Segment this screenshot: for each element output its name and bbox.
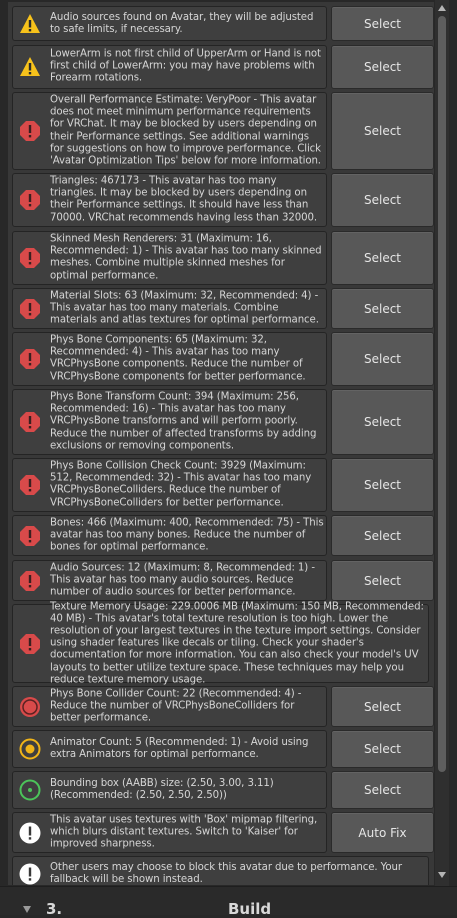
validation-text: Bones: 466 (Maximum: 400, Recommended: 75) - This avatar has too many bones. Reduce the number of bones for optimal performance. bbox=[50, 517, 324, 553]
validation-row bbox=[12, 231, 434, 285]
validation-text: Material Slots: 63 (Maximum: 32, Recommended: 4) - This avatar has too many materials. Combine materials and atlas textures for optimal performance. bbox=[50, 290, 319, 326]
validation-message bbox=[12, 856, 429, 885]
select-button[interactable]: Select bbox=[331, 288, 434, 329]
validation-row bbox=[12, 288, 434, 329]
validation-row bbox=[12, 458, 434, 512]
good-performance-icon bbox=[19, 779, 41, 801]
foldout-arrow-icon[interactable] bbox=[23, 906, 31, 913]
validation-message bbox=[12, 515, 327, 556]
validation-text: Phys Bone Collision Check Count: 3929 (Maximum: 512, Recommended: 32) - This avatar has too many VRCPhysBoneColliders. Reduce the number of VRCPhysBoneColliders for better performance. bbox=[50, 460, 312, 509]
validation-text: Phys Bone Collider Count: 22 (Recommended: 4) - Reduce the number of VRCPhysBoneColliders for better performance. bbox=[50, 688, 302, 724]
select-button[interactable]: Select bbox=[331, 173, 434, 227]
validation-message bbox=[12, 231, 327, 285]
validation-message bbox=[12, 288, 327, 329]
validation-text: This avatar uses textures with 'Box' mipmap filtering, which blurs distant textures. Switch to 'Kaiser' for improved sharpness. bbox=[50, 814, 318, 850]
validation-message bbox=[12, 389, 327, 455]
warning-icon bbox=[19, 13, 41, 35]
select-button[interactable]: Select bbox=[331, 515, 434, 556]
error-icon bbox=[19, 525, 41, 547]
warning-icon bbox=[19, 56, 41, 78]
validation-text: Phys Bone Components: 65 (Maximum: 32, Recommended: 4) - This avatar has too many VRCPhysBone components. Reduce the number of VRCPhysBone components for better performance. bbox=[50, 334, 306, 383]
validation-row bbox=[12, 856, 434, 885]
validation-message bbox=[12, 173, 327, 227]
validation-row bbox=[12, 730, 434, 768]
validation-message bbox=[12, 458, 327, 512]
error-icon bbox=[19, 189, 41, 211]
error-icon bbox=[19, 298, 41, 320]
validation-message bbox=[12, 812, 327, 853]
select-button[interactable]: Select bbox=[331, 92, 434, 170]
vertical-scrollbar[interactable] bbox=[435, 0, 449, 886]
validation-message bbox=[12, 6, 327, 41]
validation-text: LowerArm is not first child of UpperArm or Hand is not first child of LowerArm: you may have problems with Forearm rotations. bbox=[50, 48, 321, 85]
select-button[interactable]: Select bbox=[331, 686, 434, 727]
error-icon bbox=[19, 474, 41, 496]
error-icon bbox=[19, 570, 41, 592]
validation-message bbox=[12, 92, 327, 170]
info-icon bbox=[19, 863, 41, 885]
error-icon bbox=[19, 247, 41, 269]
validation-row bbox=[12, 771, 434, 809]
validation-message bbox=[12, 771, 327, 809]
scroll-down-arrow-icon[interactable] bbox=[438, 872, 446, 878]
validation-text: Triangles: 467173 - This avatar has too many triangles. It may be blocked by users depending on their Performance settings. It should have less than 70000. VRChat recommends having less than 32000. bbox=[50, 175, 318, 224]
scroll-up-arrow-icon[interactable] bbox=[438, 5, 446, 11]
medium-performance-icon bbox=[19, 738, 41, 760]
validation-text: Overall Performance Estimate: VeryPoor - This avatar does not meet minimum performance requirements for VRChat. It may be blocked by users depending on their Performance settings. See additional warnings for suggestions on how to improve performance. Click 'Avatar Optimization Tips' below for more information. bbox=[50, 94, 321, 167]
select-button[interactable]: Select bbox=[331, 332, 434, 386]
validation-text: Animator Count: 5 (Recommended: 1) - Avoid using extra Animators for optimal performance. bbox=[50, 736, 309, 760]
error-icon bbox=[19, 348, 41, 370]
select-button[interactable]: Select bbox=[331, 730, 434, 768]
validation-row bbox=[12, 560, 434, 601]
build-section-header[interactable] bbox=[0, 886, 457, 918]
validation-text: Other users may choose to block this avatar due to performance. Your fallback will be shown instead. bbox=[50, 861, 403, 885]
validation-text: Bounding box (AABB) size: (2.50, 3.00, 3.11) (Recommended: (2.50, 2.50, 2.50)) bbox=[50, 777, 274, 801]
validation-row bbox=[12, 686, 434, 727]
select-button[interactable]: Select bbox=[331, 45, 434, 89]
validation-message bbox=[12, 730, 327, 768]
validation-text: Audio sources found on Avatar, they will be adjusted to safe limits, if necessary. bbox=[50, 11, 314, 35]
error-icon bbox=[19, 633, 41, 655]
select-button[interactable]: Select bbox=[331, 560, 434, 601]
validation-message bbox=[12, 600, 429, 686]
validation-row bbox=[12, 332, 434, 386]
validation-row bbox=[12, 6, 434, 41]
validation-row bbox=[12, 600, 434, 686]
validation-row bbox=[12, 812, 434, 853]
validation-message bbox=[12, 332, 327, 386]
validation-text: Skinned Mesh Renderers: 31 (Maximum: 16, Recommended: 1) - This avatar has too many skinned meshes. Combine multiple skinned meshes for optimal performance. bbox=[50, 233, 322, 282]
validation-message bbox=[12, 45, 327, 89]
validation-message bbox=[12, 686, 327, 727]
validation-text: Audio Sources: 12 (Maximum: 8, Recommended: 1) - This avatar has too many audio sources. Reduce number of audio sources for better performance. bbox=[50, 562, 315, 598]
select-button[interactable]: Select bbox=[331, 6, 434, 41]
info-icon bbox=[19, 822, 41, 844]
scrollbar-thumb[interactable] bbox=[438, 16, 446, 772]
error-icon bbox=[19, 120, 41, 142]
auto-fix-button[interactable]: Auto Fix bbox=[331, 812, 434, 853]
validation-text: Texture Memory Usage: 229.0006 MB (Maximum: 150 MB, Recommended: 40 MB) - This avatar's total texture resolution is too high. Lower the resolution of your largest textures in the texture import settings. Consider using shader features like decals or tiling. Check your shader's documentation for more information. You can also check your model's UV layouts to better utilize texture space. These techniques may help you reduce texture memory usage. bbox=[50, 600, 424, 686]
validation-list bbox=[8, 2, 434, 885]
error-icon bbox=[19, 411, 41, 433]
select-button[interactable]: Select bbox=[331, 231, 434, 285]
validation-row bbox=[12, 92, 434, 170]
poor-performance-icon bbox=[19, 696, 41, 718]
select-button[interactable]: Select bbox=[331, 771, 434, 809]
build-title: Build bbox=[228, 900, 272, 918]
validation-text: Phys Bone Transform Count: 394 (Maximum: 256, Recommended: 16) - This avatar has too many VRCPhysBone transforms and will perform poorly. Reduce the number of affected transforms by adding exclusions or removing components. bbox=[50, 391, 317, 452]
validation-message bbox=[12, 560, 327, 601]
validation-row bbox=[12, 389, 434, 455]
validation-row bbox=[12, 515, 434, 556]
step-number: 3. bbox=[46, 900, 63, 918]
select-button[interactable]: Select bbox=[331, 389, 434, 455]
select-button[interactable]: Select bbox=[331, 458, 434, 512]
validation-row bbox=[12, 45, 434, 89]
validation-row bbox=[12, 173, 434, 227]
